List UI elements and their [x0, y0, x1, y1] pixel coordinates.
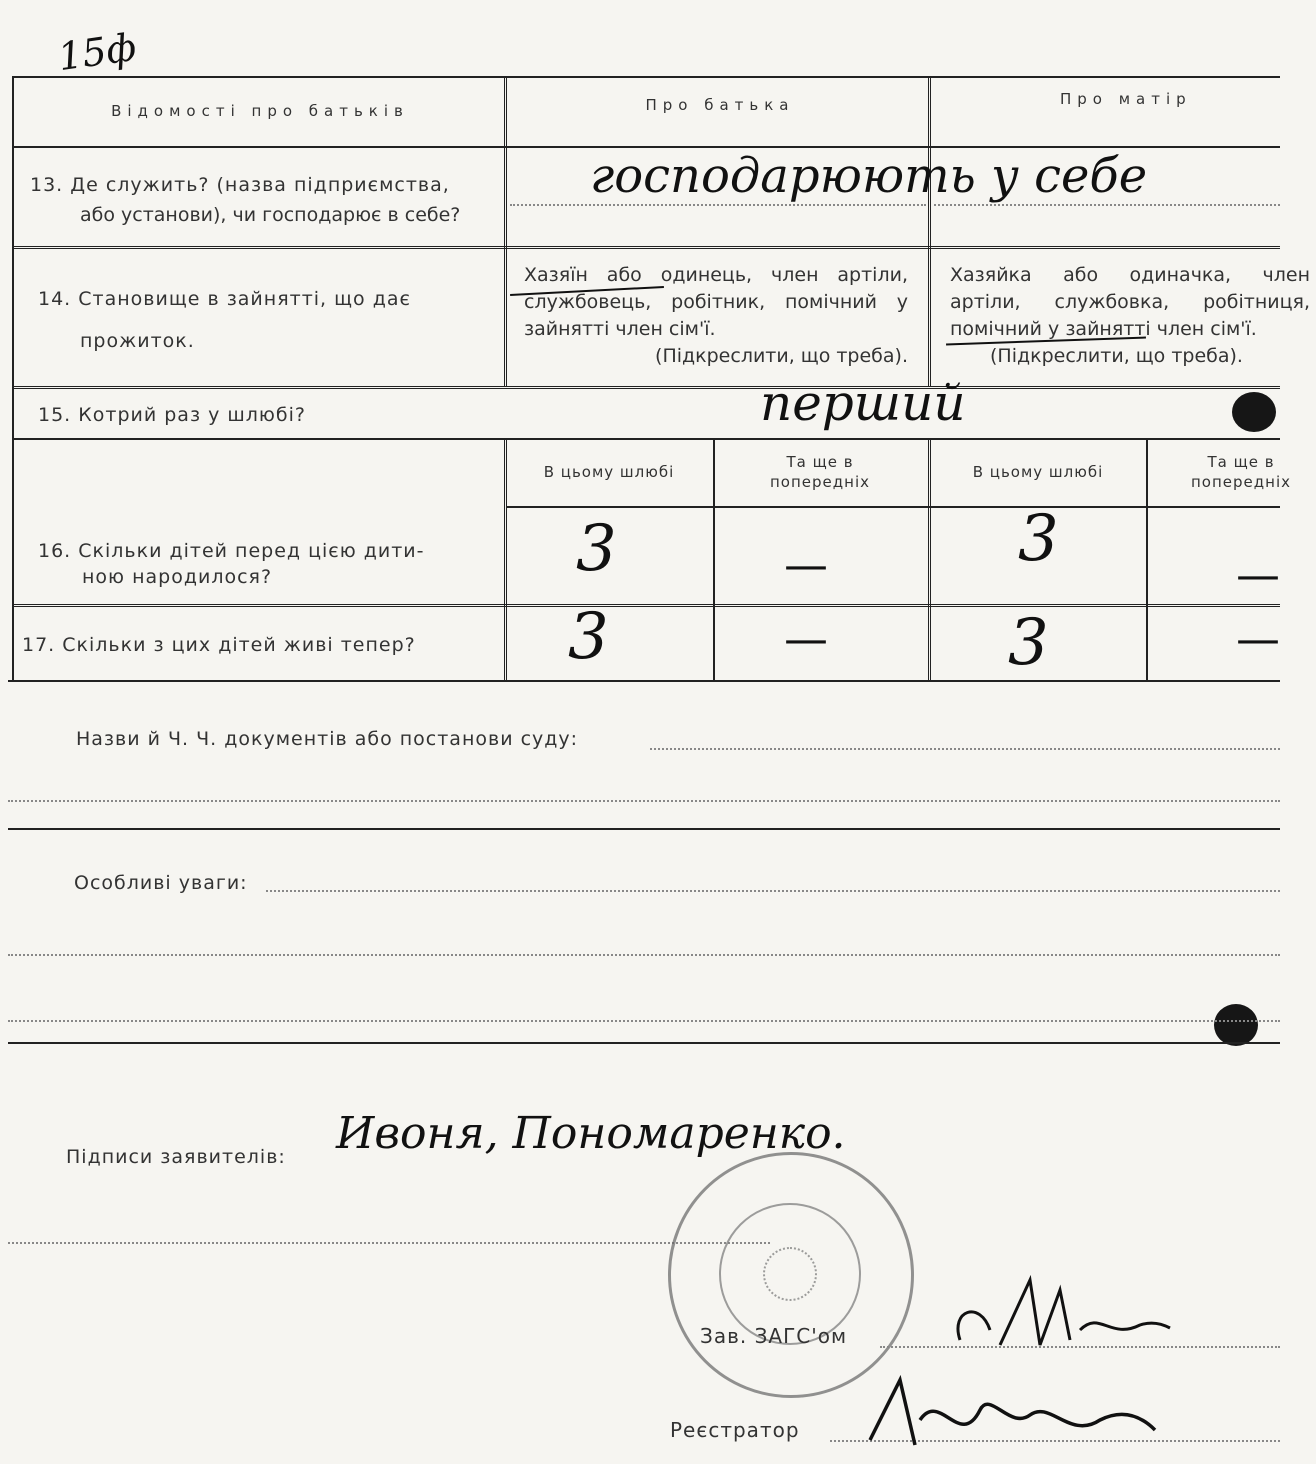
col-divider-father-sub [713, 438, 715, 680]
header-info: Відомості про батьків [111, 102, 409, 120]
header-mother: Про матір [1060, 90, 1192, 108]
subhead-father-this: В цьому шлюбі [543, 463, 675, 481]
remarks-dotline-2 [8, 954, 1280, 956]
table-bottom-border [8, 680, 1280, 682]
signatures-value: Ивоня, Пономаренко. [336, 1108, 846, 1159]
subhead-father-prev: Та ще в попередніх [770, 453, 870, 491]
row13-question-line1: 13. Де служить? (назва підприємства, [30, 174, 450, 196]
row13-mother-dotline [934, 204, 1280, 206]
header-father: Про батька [645, 96, 795, 114]
table-top-border [12, 76, 1280, 78]
registrar-signature-image [860, 1360, 1160, 1460]
documents-dotline-1 [650, 748, 1280, 750]
subhead-mother-prev: Та ще в попередніх [1191, 453, 1291, 491]
row14-question-line1: 14. Становище в зайнятті, що дає [38, 288, 411, 310]
row17-mother-prev: — [1236, 614, 1280, 665]
signatures-label: Підписи заявителів: [66, 1146, 286, 1168]
row15-question: 15. Котрий раз у шлюбі? [38, 404, 306, 426]
table-left-border [12, 76, 14, 680]
row17-mother-this: 3 [1008, 606, 1049, 680]
row13-question-line2: або установи), чи господарює в себе? [80, 204, 461, 226]
zags-label: Зав. ЗАГС'ом [700, 1324, 848, 1348]
row17-father-prev: — [784, 614, 828, 665]
zags-signature-image [940, 1270, 1180, 1360]
row17-question: 17. Скільки з цих дітей живі тепер? [22, 634, 416, 656]
stamp-center [763, 1247, 817, 1301]
documents-dotline-2 [8, 800, 1280, 802]
subhead-mother-this: В цьому шлюбі [972, 463, 1104, 481]
row16-mother-this: 3 [1018, 502, 1059, 576]
remarks-dotline-3 [8, 1020, 1280, 1022]
row16-question-line2: ною народилося? [82, 566, 273, 588]
ink-blot [1214, 1004, 1258, 1046]
row14-question-line2: прожиток. [80, 330, 195, 352]
row13-bottom-rule [12, 246, 1280, 249]
corner-note: 15ф [55, 24, 139, 80]
documents-section-rule [8, 828, 1280, 830]
row16-question [38, 536, 498, 592]
remarks-dotline-1 [266, 890, 1280, 892]
ink-blot [1232, 392, 1276, 432]
registrar-label: Реєстратор [670, 1418, 800, 1442]
col-divider-mother-sub [1146, 438, 1148, 680]
remarks-section-rule [8, 1042, 1280, 1044]
row14-mother-options: Хазяйка або одиначка, член артіли, службовка, робітниця, помічний у зайнятті член сім'ї. [950, 264, 1310, 340]
col-divider-parents [928, 76, 931, 386]
row17-father-this: 3 [568, 600, 609, 674]
row16-father-this: 3 [576, 512, 617, 586]
row13-question [30, 170, 500, 230]
row16-question-line1: 16. Скільки дітей перед цією дити- [38, 540, 425, 562]
row14-father-note: (Підкреслити, що треба). [655, 345, 908, 367]
registrar-signature-svg [860, 1360, 1160, 1460]
row16-mother-prev: — [1236, 550, 1280, 601]
row16-bottom-rule [12, 604, 1280, 607]
documents-label: Назви й Ч. Ч. документів або постанови суду: [76, 728, 579, 750]
row14-mother-cell [950, 262, 1310, 380]
col-divider-info [504, 76, 507, 386]
row13-father-dotline [510, 204, 926, 206]
subhead-bottom-rule [506, 506, 1280, 508]
row15-bottom-rule [12, 438, 1280, 440]
row16-father-prev: — [784, 540, 828, 591]
row13-answer: господарюють у себе [590, 148, 1148, 204]
row14-bottom-rule [12, 386, 1280, 389]
row14-father-options: Хазяїн або одинець, член артіли, службовець, робітник, помічний у зайнятті член сім'ї. [524, 264, 908, 340]
row15-answer: перший [760, 374, 966, 432]
remarks-label: Особливі уваги: [74, 872, 248, 894]
row14-question [38, 284, 478, 356]
zags-signature-svg [940, 1270, 1180, 1360]
row14-father-cell [524, 262, 908, 370]
row14-mother-note: (Підкреслити, що треба). [990, 345, 1243, 367]
signatures-dotline [8, 1242, 770, 1244]
